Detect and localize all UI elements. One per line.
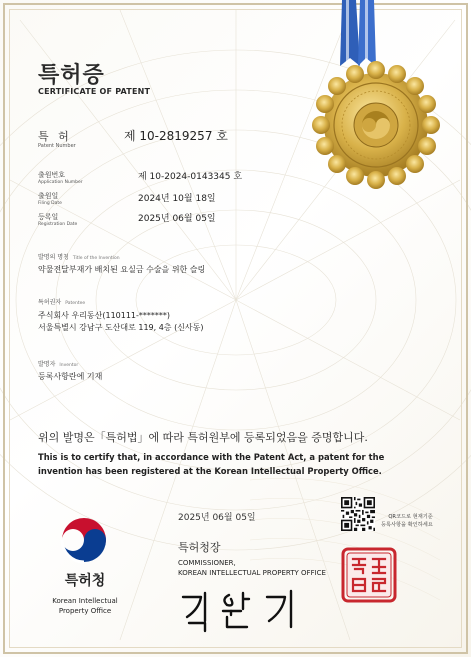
office-name-en-line-1: Korean Intellectual — [52, 597, 118, 605]
qr-note-line-1: QR코드로 현재기준 — [388, 514, 433, 520]
qr-note — [381, 513, 433, 529]
commissioner-en-line-2: KOREAN INTELLECTUAL PROPERTY OFFICE — [178, 569, 326, 577]
taegeuk-logo-icon — [56, 514, 112, 566]
patentee-address: 서울특별시 강남구 도산대로 119, 4층 (신사동) — [38, 323, 204, 332]
patentee-label-en: Patentee — [65, 301, 86, 306]
registration-date-value: 2025년 06월 05일 — [138, 214, 216, 224]
registration-date-label: 등록일 — [38, 213, 59, 221]
certification-line-1: This is to certify that, in accordance with the Patent Act, a patent for the — [38, 452, 385, 462]
certification-statement-en — [38, 450, 438, 478]
filing-date-label-en: Filing Date — [38, 201, 62, 206]
office-name-en — [40, 596, 130, 616]
patentee-label-ko: 특허권자 — [38, 299, 62, 306]
certification-line-2: invention has been registered at the Korean Intellectual Property Office. — [38, 466, 382, 476]
office-name-en-line-2: Property Office — [58, 607, 112, 615]
invention-title-label — [38, 252, 120, 261]
patent-number-label-en: Patent Number — [38, 143, 76, 149]
office-name-ko: 특허청 — [64, 573, 106, 589]
inventor-label — [38, 359, 78, 368]
inventor-label-ko: 발명자 — [38, 361, 56, 368]
issue-date: 2025년 06월 05일 — [178, 513, 256, 523]
certificate-title: 특허증 — [38, 63, 105, 88]
filing-date-label: 출원일 — [38, 192, 59, 200]
commissioner-title-en — [178, 558, 326, 578]
official-red-stamp-icon — [341, 547, 397, 603]
patentee-label — [38, 297, 85, 306]
filing-date-value: 2024년 10월 18일 — [138, 194, 216, 204]
patentee-name: 주식회사 우리동산(110111-*******) — [38, 311, 171, 320]
handwritten-signature — [175, 587, 315, 635]
application-number-label-en: Application Number — [38, 180, 83, 185]
certification-statement-ko: 위의 발명은「특허법」에 따라 특허원부에 등록되었음을 증명합니다. — [38, 431, 368, 444]
commissioner-title-ko: 특허청장 — [178, 541, 221, 554]
certificate-title-en: CERTIFICATE OF PATENT — [38, 87, 151, 96]
invention-title-value: 약물전달부재가 배치된 요실금 수술을 위한 슬링 — [38, 265, 206, 274]
qr-code-icon[interactable] — [341, 497, 375, 531]
commissioner-en-line-1: COMMISSIONER, — [178, 559, 236, 567]
patent-number-value: 제 10-2819257 호 — [124, 129, 228, 143]
inventor-label-en: Inventor — [59, 363, 79, 368]
application-number-value: 제 10-2024-0143345 호 — [138, 172, 243, 182]
inventor-value: 등록사항란에 기재 — [38, 372, 103, 381]
qr-note-line-2: 등록사항을 확인하세요 — [381, 522, 433, 528]
application-number-label: 출원번호 — [38, 171, 66, 179]
invention-title-label-ko: 발명의 명칭 — [38, 254, 69, 261]
gold-emblem-seal-icon — [306, 55, 446, 195]
patent-number-label: 특 허 — [38, 130, 72, 143]
invention-title-label-en: Title of the Invention — [72, 256, 120, 261]
registration-date-label-en: Registration Date — [38, 222, 78, 227]
